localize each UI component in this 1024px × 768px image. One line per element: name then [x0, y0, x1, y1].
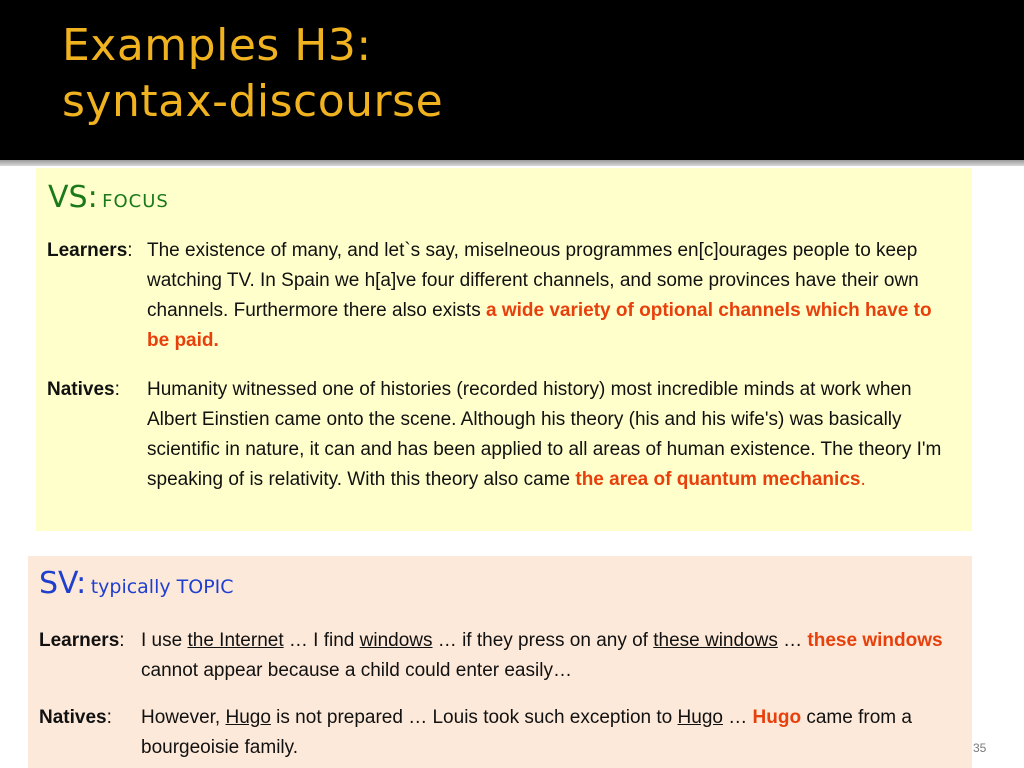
vs-focus-box [36, 168, 972, 531]
sv-natives-speaker [39, 703, 112, 733]
vs-learners-label: Learners [47, 240, 128, 261]
sv-learners-t5: cannot appear because a child could enter easily… [141, 660, 572, 681]
header-divider [0, 160, 1024, 166]
sv-learners-speaker [39, 626, 125, 656]
sv-learners-u1: the Internet [187, 630, 284, 651]
sv-learners-highlight: these windows [807, 630, 943, 651]
sv-natives-colon: : [106, 707, 112, 728]
slide-number: 35 [973, 741, 987, 755]
vs-learners-highlight: a wide variety of optional channels which have to be paid. [147, 300, 932, 351]
sv-natives-highlight: Hugo [752, 707, 802, 728]
vs-learners-text-plain: The existence of many, and let`s say, miselneous programmes en[c]ourages people to keep watching TV. In Spain we h[a]ve four different channels, and some provinces have their own channels. Furthermore there also exists [147, 240, 919, 321]
vs-heading [48, 180, 169, 215]
sv-learners-text [141, 626, 961, 686]
sv-learners-colon: : [119, 630, 125, 651]
slide-title-line-1: Examples H3: [62, 20, 372, 71]
slide-title-line-2: syntax-discourse [62, 76, 444, 127]
vs-natives-colon: : [114, 379, 120, 400]
sv-learners-t2: … I find [283, 630, 360, 651]
sv-learners-u3: these windows [653, 630, 778, 651]
sv-natives-t4: came from a bourgeoisie family. [141, 707, 912, 758]
vs-natives-speaker [47, 375, 120, 405]
sv-natives-text [141, 703, 951, 763]
title-bar [0, 0, 1024, 160]
sv-natives-label: Natives [39, 707, 107, 728]
sv-heading-sub: typically TOPIC [90, 576, 234, 598]
sv-natives-t1: However, [141, 707, 226, 728]
vs-learners-speaker [47, 236, 133, 266]
vs-heading-label: VS: [48, 180, 98, 215]
sv-heading [39, 566, 234, 601]
sv-topic-box [28, 556, 972, 768]
sv-learners-u2: windows [359, 630, 433, 651]
sv-natives-t3: … [722, 707, 753, 728]
sv-natives-u1: Hugo [225, 707, 271, 728]
slide-title [62, 18, 443, 130]
vs-natives-end: . [860, 469, 866, 490]
vs-natives-highlight: the area of quantum mechanics [575, 469, 861, 490]
vs-learners-colon: : [127, 240, 133, 261]
sv-learners-t3: … if they press on any of [432, 630, 654, 651]
sv-heading-label: SV: [39, 566, 87, 601]
sv-learners-t1: I use [141, 630, 188, 651]
vs-natives-label: Natives [47, 379, 115, 400]
vs-natives-text [147, 375, 957, 495]
sv-natives-u2: Hugo [677, 707, 723, 728]
sv-learners-label: Learners [39, 630, 120, 651]
sv-learners-t4: … [777, 630, 808, 651]
vs-learners-text [147, 236, 957, 356]
sv-natives-t2: is not prepared … Louis took such exception to [270, 707, 678, 728]
vs-heading-sub: FOCUS [102, 191, 169, 212]
vs-natives-text-plain: Humanity witnessed one of histories (recorded history) most incredible minds at work when Albert Einstien came onto the scene. Although his theory (his and his wife's) was basically scientific in nature, it can and has been applied to all areas of human existence. The theory I'm speaking of is relativity. With this theory also came [147, 379, 942, 490]
